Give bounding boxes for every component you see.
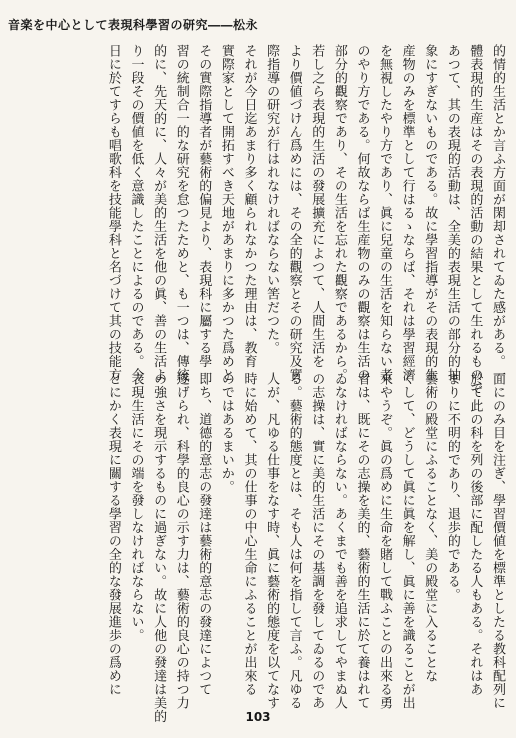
- text-column: 際指導の研究が行はれなければならない筈だつた。: [264, 44, 280, 355]
- text-column: 遂げられ、科學的良心の示す力は、藝術的良心の持つ力: [173, 372, 189, 710]
- text-column: とにかく表現に關する學習の全的な發展進歩の爲めに: [105, 372, 121, 696]
- text-column: 藝術の殿堂にふることなく、美の殿堂に入ることな: [422, 372, 438, 683]
- text-column: の志操は、實に美的生活にその基調を發してゐるのであ: [309, 372, 325, 710]
- text-column: のではあるまいか。: [218, 372, 234, 494]
- text-column: それが今日迄あまり多く顧られなかつた理由は、教育: [241, 44, 257, 368]
- text-column: 象にすぎないものである。故に學習指導がその表現的生: [422, 44, 438, 382]
- text-column: 於て此の科を列の後部に配したる人もある。それはあ: [467, 372, 483, 696]
- text-column: 體表現的生産はその表現的活動の結果として生れるもので: [467, 44, 483, 395]
- text-column: 部分的觀察であり、その生活を忘れた觀察であるから。: [331, 44, 347, 382]
- text-column: 者は、既にその志操を美的、藝術的生活に於て養はれて: [354, 372, 370, 710]
- text-column: 實際家として開拓すべき天地があまりに多かつた爲めと: [218, 44, 234, 382]
- page-number: 103: [245, 710, 271, 724]
- text-column: 表現生活にその端を發しなければならない。: [128, 372, 144, 642]
- text-column: のやり方である。何故ならば生産物のみの觀察は生活の: [354, 44, 370, 382]
- text-column: ゐなければならない。あくまでも善を追求してやまぬ人: [331, 372, 347, 710]
- text-column: より價値づけん爲めには、その全的觀察とその研究及實: [286, 44, 302, 382]
- text-column: 習の統制合一的な研究を怠つたためと、も一つは、傳統: [173, 44, 189, 382]
- upper-text-block: [101, 44, 508, 395]
- text-column: 的情的生活とか言ふ方面が閑却されてゐた感がある。一: [490, 44, 505, 382]
- page-header: [0, 8, 516, 38]
- text-column: 若し之ら表現的生活の發展擴充によつて、人間生活を: [309, 44, 325, 368]
- text-column: 人が、凡ゆる仕事をなす時、眞に藝術的態度を以てなす: [264, 372, 280, 710]
- text-column: 日に於てすらも唱歌科を技能學科と名づけて其の技能方: [105, 44, 121, 382]
- text-column: 面にのみ目を注ぎ、學習價値を標準としたる教科配列に: [490, 372, 505, 710]
- text-column: くして、どうして眞に眞を解し、眞に善を識ることが出: [399, 372, 415, 710]
- text-column: 産物のみを標準として行はるゝならば、それは學習經濟: [399, 44, 415, 382]
- text-column: 時に始めて、其の仕事の中心生命にふることが出來る: [241, 372, 257, 696]
- text-column: 即ち、道德的意志の發達は藝術的意志の發達によつて: [196, 372, 212, 696]
- text-column: 來やうぞ。眞の爲めに生命を賭して戰ふことの出來る勇: [377, 372, 393, 710]
- text-column: 的に、先天的に、人々が美的生活を他の眞、善の生活よ: [151, 44, 167, 382]
- running-title: 音楽を中心として表現科學習の研究――松永: [8, 18, 259, 32]
- text-column: の強さを現示するものに過ぎない。故に人他の發達は美的: [151, 372, 167, 723]
- text-column: その實際指導者が藝術的偏見より、表現科に屬する學: [196, 44, 212, 368]
- text-column: を無視したやり方であり、眞に兒童の生活を知らない者: [377, 44, 393, 382]
- text-column: まりに不明的であり、退歩的である。: [444, 372, 460, 602]
- text-column: り一段その價値を低く意識したことによるのである。今: [128, 44, 144, 382]
- text-column: あつて、其の表現的活動は、全美的表現生活の部分的抽: [444, 44, 460, 382]
- text-column: る。藝術的態度とは、そも人は何を指して言ふ。凡ゆる: [286, 372, 302, 710]
